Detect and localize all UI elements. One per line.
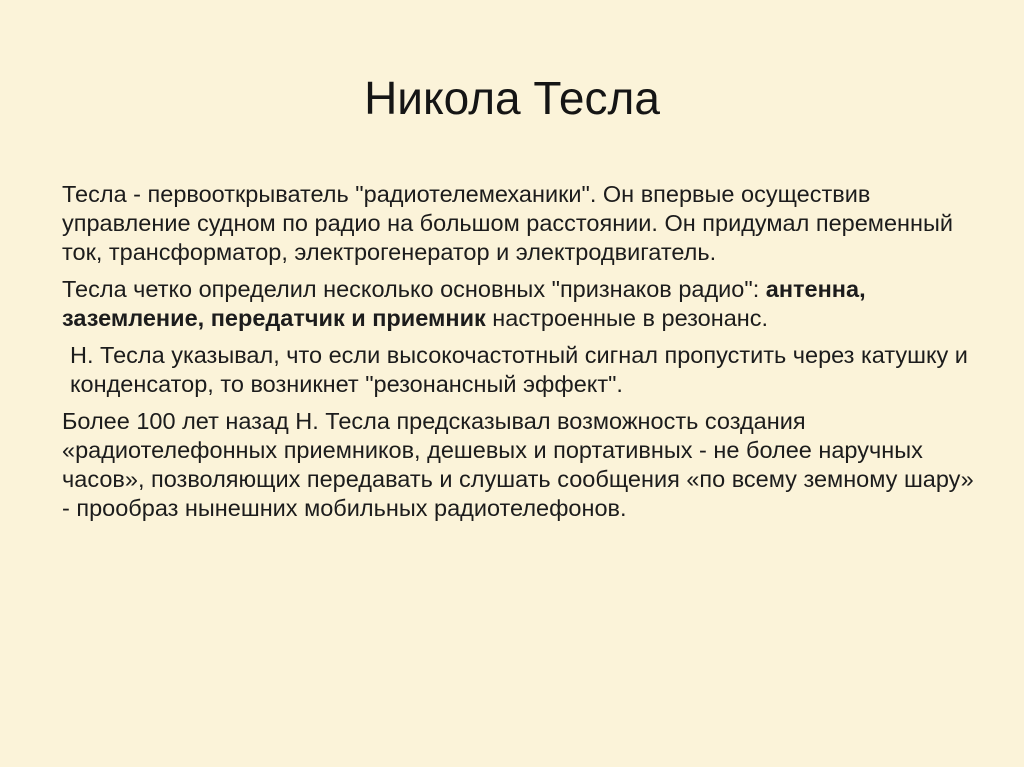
paragraph-prediction: Более 100 лет назад Н. Тесла предсказывал возможность создания «радиотелефонных приемников, дешевых и портативных - не более наручных часов», позволяющих передавать и слушать сообщения «по всему земному шару» - прообраз нынешних мобильных радиотелефонов. (62, 408, 974, 521)
paragraph-radio-signs-tail: настроенные в резонанс. (485, 305, 769, 331)
paragraph-radiotelemechanics: Тесла - первооткрыватель "радиотелемеханики". Он впервые осуществив управление судном по радио на большом расстоянии. Он придумал переменный ток, трансформатор, электрогенератор и электродвигатель. (62, 181, 953, 265)
slide-body (62, 180, 982, 531)
paragraph-resonance: Н. Тесла указывал, что если высокочастотный сигнал пропустить через катушку и конденсатор, то возникнет "резонансный эффект". (70, 342, 968, 397)
paragraph-radio-signs (62, 275, 982, 333)
paragraph-radio-signs-lead: Тесла четко определил несколько основных "признаков радио": (62, 276, 766, 302)
paragraph-radio-signs-bold: антенна, заземление, передатчик и приемник (62, 276, 866, 331)
slide-title: Никола Тесла (364, 72, 660, 124)
